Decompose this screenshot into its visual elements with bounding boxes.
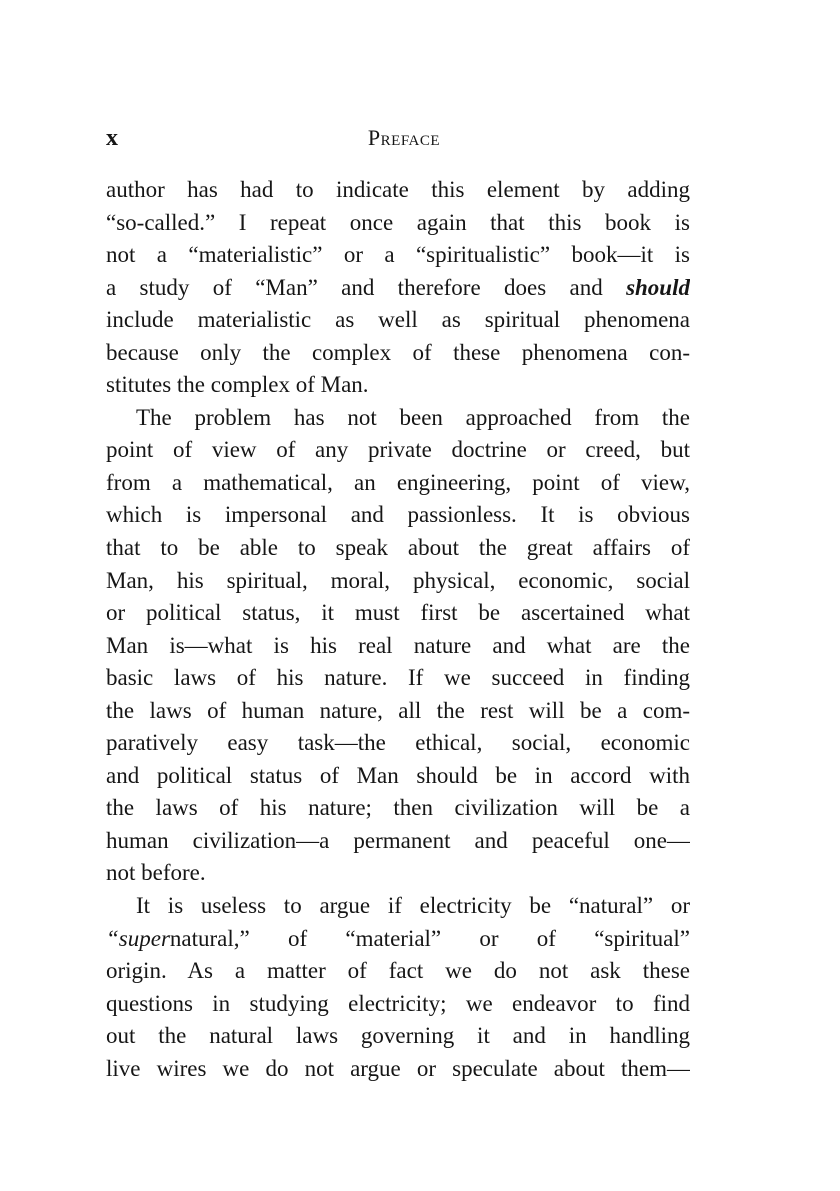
text-line: It is useless to argue if electricity be “natural” or: [136, 893, 690, 919]
running-head: Preface: [367, 125, 441, 150]
text-line: which is impersonal and passionless. It is obvious: [106, 502, 690, 528]
emphasized-word: “super: [106, 925, 170, 951]
text-line: the laws of his nature; then civilization will be a: [106, 795, 690, 821]
text-line: or political status, it must first be ascertained what: [106, 600, 690, 626]
text-line: not before.: [106, 860, 206, 886]
text-line: Man is—what is his real nature and what are the: [106, 632, 690, 658]
text-run: a study of “Man” and therefore does and: [106, 274, 627, 300]
text-run: natural,” of “material” or of “spiritual”: [169, 925, 690, 951]
text-line: from a mathematical, an engineering, point of view,: [106, 469, 690, 495]
text-line: point of view of any private doctrine or creed, but: [106, 437, 690, 463]
text-line: “so-called.” I repeat once again that this book is: [106, 209, 690, 235]
text-line: not a “materialistic” or a “spiritualistic” book—it is: [106, 242, 690, 268]
emphasized-word: should: [626, 274, 690, 300]
text-line: basic laws of his nature. If we succeed in finding: [106, 665, 690, 691]
text-line: author has had to indicate this element by adding: [106, 177, 690, 202]
text-line: human civilization—a permanent and peaceful one—: [106, 827, 690, 853]
text-line: because only the complex of these phenomena con-: [106, 339, 690, 365]
text-line: origin. As a matter of fact we do not ask these: [106, 958, 690, 984]
text-line: stitutes the complex of Man.: [106, 372, 369, 398]
page-header: [106, 122, 690, 154]
text-line: questions in studying electricity; we endeavor to find: [106, 990, 690, 1016]
text-line: and political status of Man should be in accord with: [106, 762, 690, 788]
text-line: include materialistic as well as spiritual phenomena: [106, 307, 690, 333]
text-line: The problem has not been approached from the: [136, 404, 690, 430]
text-line: live wires we do not argue or speculate about them—: [106, 1055, 690, 1081]
text-line: Man, his spiritual, moral, physical, economic, social: [106, 567, 690, 593]
page-number: x: [106, 125, 118, 151]
body-text: [106, 174, 690, 1085]
text-line: that to be able to speak about the great affairs of: [106, 535, 690, 561]
text-line: out the natural laws governing it and in handling: [106, 1023, 690, 1049]
text-line: the laws of human nature, all the rest will be a com-: [106, 697, 690, 723]
text-line: [106, 272, 690, 305]
text-line: [106, 923, 690, 956]
text-line: paratively easy task—the ethical, social, economic: [106, 730, 690, 756]
